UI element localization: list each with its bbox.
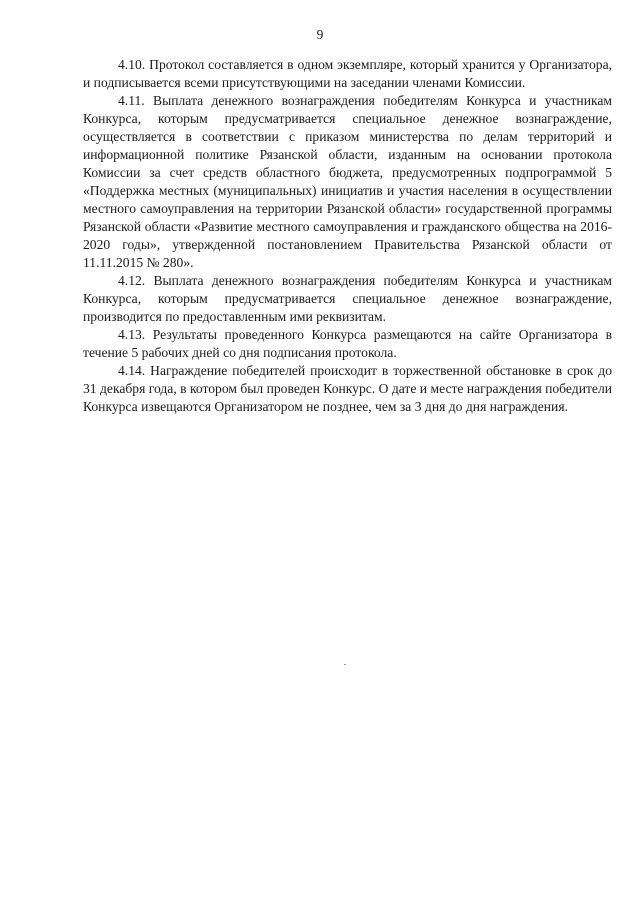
paragraph-4-14: 4.14. Награждение победителей происходит в торжественной обстановке в срок до 31 декабря года, в котором был проведен Конкурс. О дате и месте награждения победители Конкурса извещаются Организатором не позднее, чем за 3 дня до дня награждения. <box>83 363 612 414</box>
paragraph-4-13: 4.13. Результаты проведенного Конкурса размещаются на сайте Организатора в течение 5 рабочих дней со дня подписания протокола. <box>83 327 612 360</box>
paragraph-4-12: 4.12. Выплата денежного вознаграждения победителям Конкурса и участникам Конкурса, которым предусматривается специальное денежное вознаграждение, производится по предоставленным ими реквизитам. <box>83 273 612 324</box>
page-number: 9 <box>316 27 324 42</box>
paragraph-4-10: 4.10. Протокол составляется в одном экземпляре, который хранится у Организатора, и подписывается всеми присутствующими на заседании членами Комиссии. <box>83 57 612 90</box>
document-body <box>83 56 612 416</box>
scan-speck <box>344 664 346 665</box>
paragraph-4-11: 4.11. Выплата денежного вознаграждения победителям Конкурса и участникам Конкурса, которым предусматривается специальное денежное вознаграждение, осуществляется в соответствии с приказом министерства по делам территорий и информационной политике Рязанской области, изданным на основании протокола Комиссии за счет средств областного бюджета, предусмотренных подпрограммой 5 «Поддержка местных (муниципальных) инициатив и участия населения в осуществлении местного самоуправления на территории Рязанской области» государственной программы Рязанской области «Развитие местного самоуправления и гражданского общества на 2016-2020 годы», утвержденной постановлением Правительства Рязанской области от 11.11.2015 № 280». <box>83 93 612 270</box>
